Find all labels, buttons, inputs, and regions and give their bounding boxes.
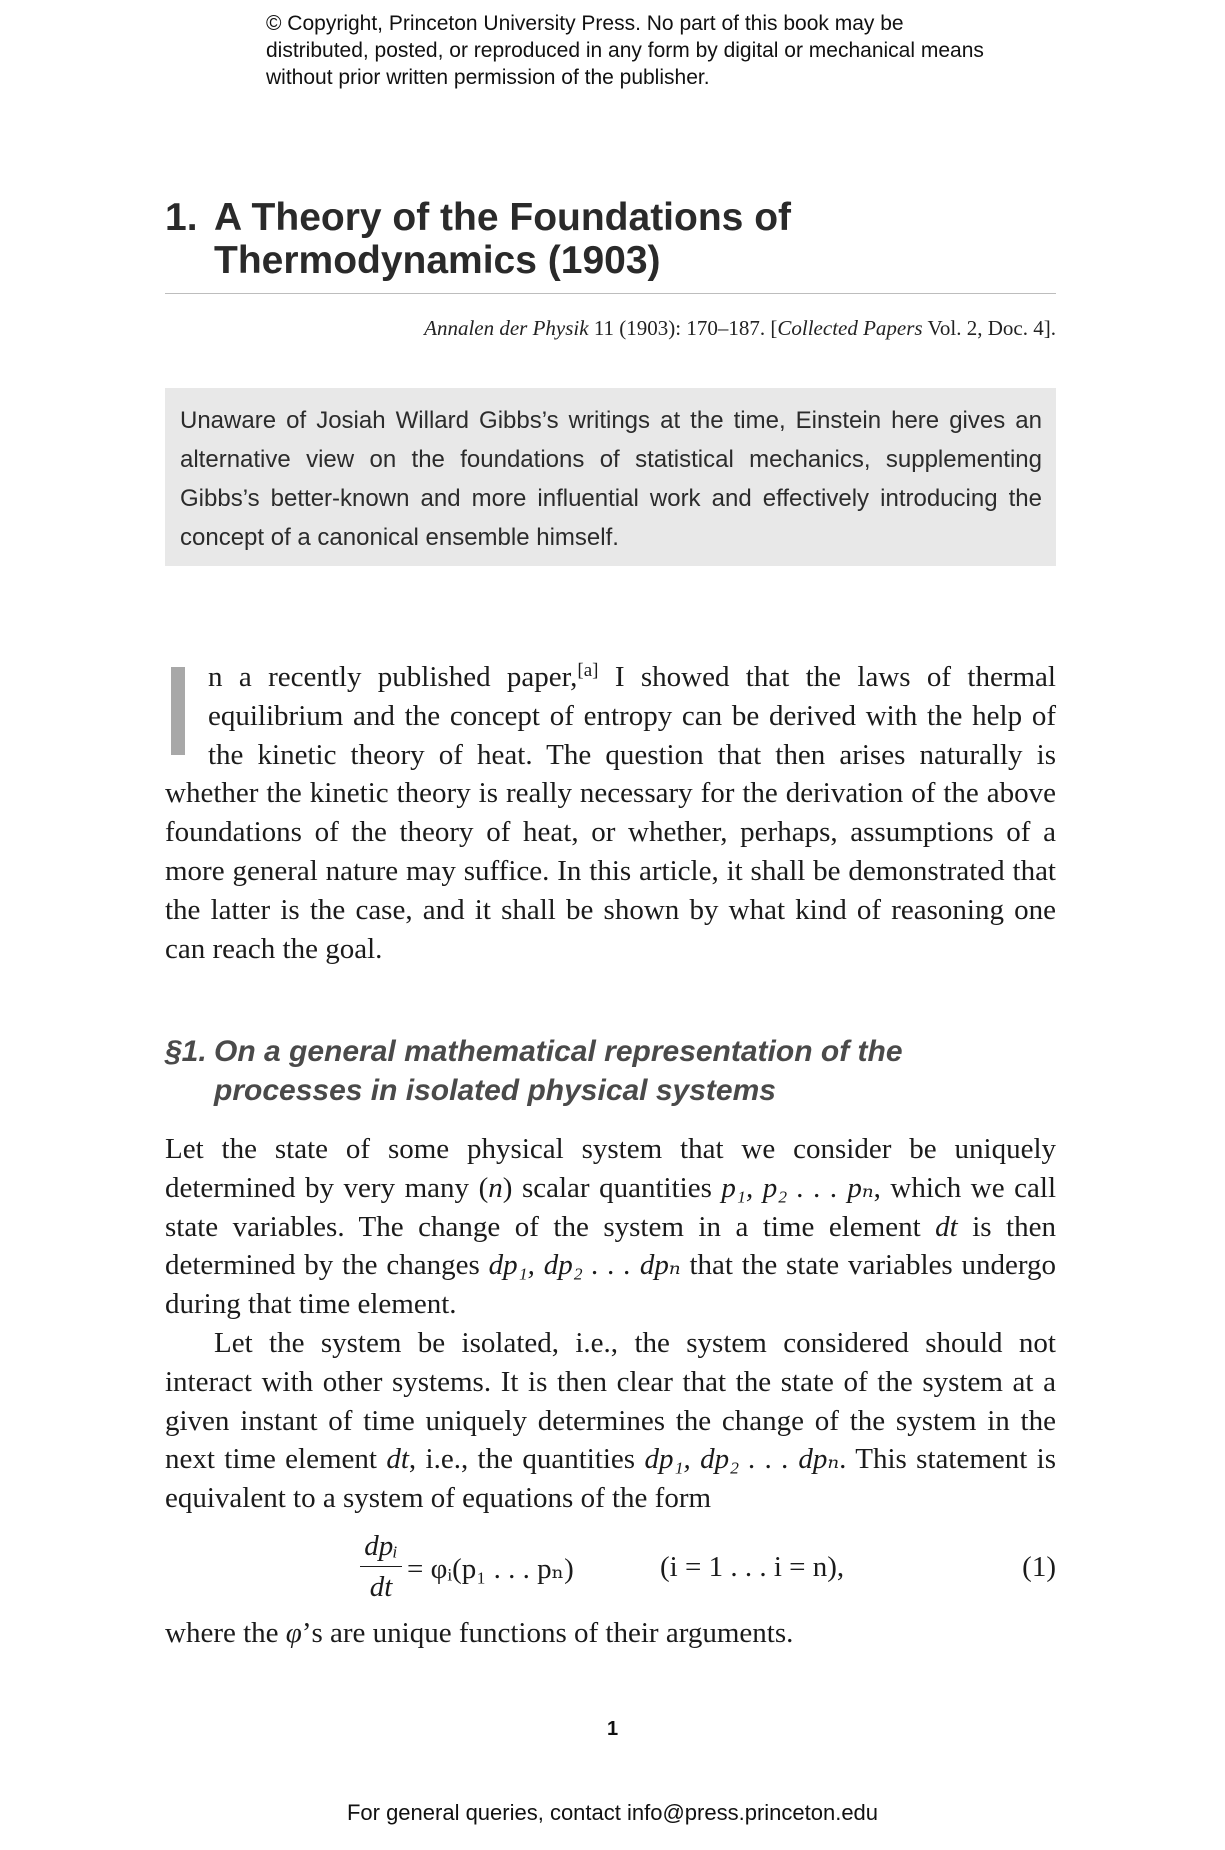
intro-paragraph	[165, 658, 1056, 968]
drop-cap-bar	[171, 667, 185, 755]
after-equation-text	[165, 1614, 1056, 1653]
var-phi: φ	[285, 1617, 302, 1649]
citation	[165, 316, 1056, 341]
footer-contact[interactable]: For general queries, contact info@press.princeton.edu	[346, 1800, 879, 1825]
footnote-marker[interactable]: [a]	[577, 660, 599, 681]
paragraph-1	[165, 1130, 1056, 1324]
text: is then determined by the changes	[165, 1210, 1056, 1282]
intro-text-1: n a recently published paper,	[208, 661, 578, 693]
citation-journal: Annalen der Physik	[424, 316, 589, 340]
state-variables: p₁, p₂ . . . pₙ	[721, 1171, 874, 1204]
text: ’s are unique functions of their arguments.	[301, 1617, 794, 1649]
text: . This statement is equivalent to a system of equations of the form	[165, 1443, 1056, 1515]
summary-box	[165, 388, 1056, 566]
equation-condition: (i = 1 . . . i = n),	[660, 1551, 845, 1583]
fraction-bar	[360, 1566, 402, 1567]
intro-text-2: I showed that the laws of thermal equilibrium and the concept of entropy can be derived with the help of the kinetic theory of heat. The question that then arises naturally is whether the kinetic theory is really necessary for the derivation of the above foundations of the theory of heat, or whether, perhaps, assumptions of a more general nature may suffice. In this article, it shall be demonstrated that the latter is the case, and it shall be shown by what kind of reasoning one can reach the goal.	[165, 661, 1056, 965]
citation-details: 11 (1903): 170–187. [	[588, 316, 778, 340]
section-number: §1.	[165, 1035, 207, 1068]
equation-denominator: dt	[369, 1571, 393, 1603]
heading-rule	[165, 293, 1056, 294]
equation-numerator: dpᵢ	[364, 1530, 398, 1562]
text: Let the state of some physical system that we consider be uniquely determined by very many (	[165, 1133, 1056, 1204]
state-changes: dp₁, dp₂ . . . dpₙ	[644, 1443, 840, 1476]
equation-fraction	[360, 1528, 402, 1605]
var-n: n	[488, 1171, 503, 1204]
section-title: On a general mathematical representation of the processes in isolated physical systems	[214, 1035, 903, 1107]
page-number: 1	[606, 1718, 619, 1740]
equation-rhs: = φᵢ(p₁ . . . pₙ)	[407, 1553, 574, 1585]
equation-1	[165, 1528, 1056, 1610]
text: , which we call state variables. The change of the system in a time element	[165, 1171, 1057, 1243]
chapter-title: A Theory of the Foundations of Thermodynamics (1903)	[214, 196, 792, 282]
citation-collection: Collected Papers	[777, 316, 923, 340]
state-changes: dp₁, dp₂ . . . dpₙ	[488, 1249, 681, 1282]
section-heading	[165, 1032, 1056, 1110]
copyright-notice: © Copyright, Princeton University Press. No part of this book may be distributed, posted, or reproduced in any form by digital or mechanical means without prior written permission of the publisher.	[266, 12, 984, 89]
equation-number: (1)	[1022, 1551, 1056, 1583]
chapter-heading	[165, 196, 1055, 282]
text: , i.e., the quantities	[408, 1443, 645, 1476]
var-dt: dt	[386, 1443, 409, 1476]
summary-text: Unaware of Josiah Willard Gibbs’s writings at the time, Einstein here gives an alternative view on the foundations of statistical mechanics, supplementing Gibbs’s better-known and more influential work and effectively introducing the concept of a canonical ensemble himself.	[180, 407, 1042, 551]
var-dt: dt	[935, 1210, 958, 1243]
text: Let the system be isolated, i.e., the system considered should not interact with other systems. It is then clear that the state of the system at a given instant of time uniquely determines the change of the system in the next time element	[165, 1326, 1056, 1476]
citation-doc: Vol. 2, Doc. 4].	[922, 316, 1056, 340]
text: where the	[165, 1617, 286, 1649]
section-body	[165, 1130, 1056, 1518]
text: ) scalar quantities	[502, 1171, 722, 1204]
paragraph-2	[165, 1324, 1056, 1518]
text: that the state variables undergo during that time element.	[165, 1249, 1056, 1321]
chapter-number: 1.	[165, 196, 198, 239]
